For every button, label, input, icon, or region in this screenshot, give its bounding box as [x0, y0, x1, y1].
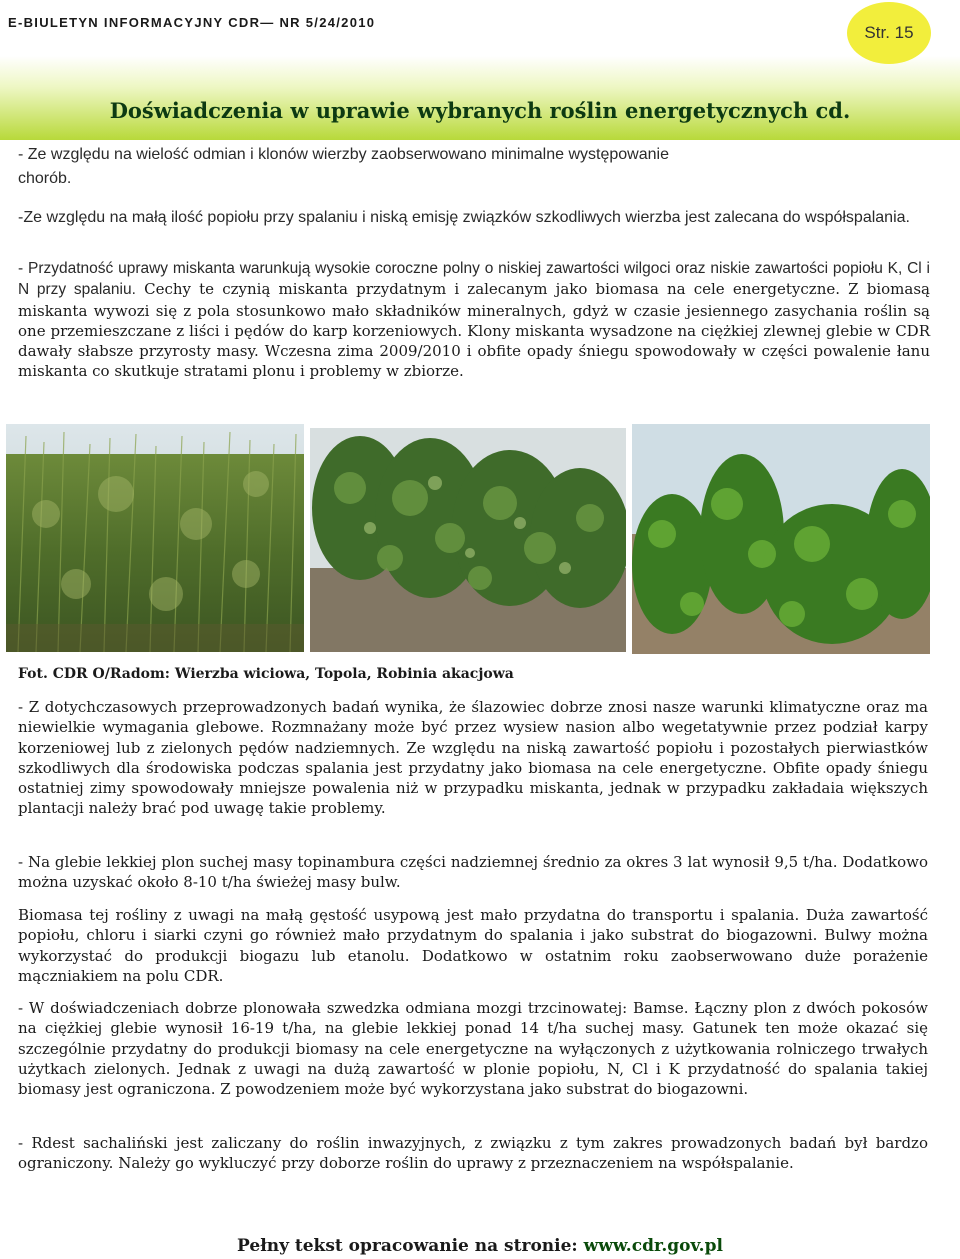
bulletin-title: E-BIULETYN INFORMACYJNY CDR— NR 5/24/2010	[8, 15, 376, 30]
paragraph-mozga: - W doświadczeniach dobrze plonowała szwedzka odmiana mozgi trzcinowatej: Bamse. Łączny plon z dwóch pokosów na ciężkiej glebie wynosił 16-19 t/ha, na glebie lekkiej ponad 14 t/ha suchej masy. Gatunek ten może okazać się szczególnie przydatny do produkcji biomasy na cele energetyczne na wyłączonych z użytkowania rolniczego trwałych użytkach zielonych. Jednak z uwagi na dużą zawartość w plonie popiołu, N, Cl i K przydatność do spalania takiej biomasy jest ograniczona. Z powodzeniem może być wykorzystana jako substrat do biogazowni.	[18, 999, 928, 1099]
paragraph-rdest: - Rdest sachaliński jest zaliczany do roślin inwazyjnych, z związku z tym zakres prowadzonych badań był bardzo ograniczony. Należy go wykluczyć przy doborze roślin do uprawy z przeznaczeniem na współspalanie.	[18, 1134, 928, 1173]
paragraph-slazowiec: - Z dotychczasowych przeprowadzonych badań wynika, że ślazowiec dobrze znosi nasze warunki klimatyczne oraz ma niewielkie wymagania glebowe. Rozmnażany może być przez wysiew nasion albo wegetatywnie przez podział karpy korzeniowej lub z zielonych pędów nadziemnych. Ze względu na niską zawartość popiołu i pozostałych pierwiastków szkodliwych dla środowiska podczas spalania jest przydatny jako biomasa na cele energetyczne. Obfite opady śniegu ostatniej zimy spowodowały mniejsze powalenia niż w przypadku miskanta, jednak w przypadku zakładaia większych plantacji należy brać pod uwagę takie problemy.	[18, 698, 928, 818]
miscanthus-details: Cechy te czynią miskanta przydatnym i zalecanym jako biomasa na cele energetyczne. Z biomasą miskanta wywozi się z pola stosunkowo mało składników mineralnych, gdyż w czasie jesiennego zasychania roślin są one przemieszczane z liści i pędów do karp korzeniowych. Klony miskanta wysadzone na ciężkiej zlewnej glebie w CDR dawały słabsze przyrosty masy. Wczesna zima 2009/2010 i obfite opady śniegu spowodowały w części powalenie łanu miskanta co skutkuje stratami plonu i problemy w zbiorze.	[18, 280, 930, 381]
paragraph-willow-cofiring: -Ze względu na małą ilość popiołu przy spalaniu i niską emisję związków szkodliwych wierzba jest zalecana do współspalania.	[18, 209, 910, 226]
photo-robinia	[632, 424, 930, 654]
paragraph-miscanthus	[18, 258, 930, 382]
paragraph-topinambur-yield: - Na glebie lekkiej plon suchej masy topinambura części nadziemnej średnio za okres 3 lat wynosił 9,5 t/ha. Dodatkowo można uzyskać około 8-10 t/ha świeżej masy bulw.	[18, 853, 928, 892]
photo-willow	[6, 424, 304, 652]
photo-caption: Fot. CDR O/Radom: Wierzba wiciowa, Topola, Robinia akacjowa	[18, 666, 514, 682]
paragraph-topinambur-biomass: Biomasa tej rośliny z uwagi na małą gęstość usypową jest mało przydatna do transportu i spalania. Duża zawartość popiołu, chloru i siarki czyni go również mało przydatnym do spalania i jako substrat do biogazowni. Bulwy można wykorzystać do produkcji biogazu lub etanolu. Dodatkowo w ostatnim roku zaobserwowano duże porażenie mączniakiem na polu CDR.	[18, 906, 928, 985]
miscanthus-intro: - Przydatność uprawy miskanta warunkują wysokie coroczne polny o niskiej zawartości wilgoci oraz niskie zawartości popiołu K, Cl i N przy spalaniu.	[18, 260, 930, 299]
footer-link[interactable]: www.cdr.gov.pl	[583, 1236, 723, 1256]
page-number-badge	[847, 2, 931, 64]
photo-poplar	[310, 428, 626, 652]
paragraph-willow-diseases: - Ze względu na wielość odmian i klonów wierzby zaobserwowano minimalne występowanie chorób.	[18, 146, 669, 187]
footer	[0, 1236, 960, 1256]
footer-text: Pełny tekst opracowanie na stronie:	[237, 1236, 584, 1256]
page-number: Str. 15	[864, 23, 914, 42]
article-title: Doświadczenia w uprawie wybranych roślin energetycznych cd.	[109, 98, 851, 123]
